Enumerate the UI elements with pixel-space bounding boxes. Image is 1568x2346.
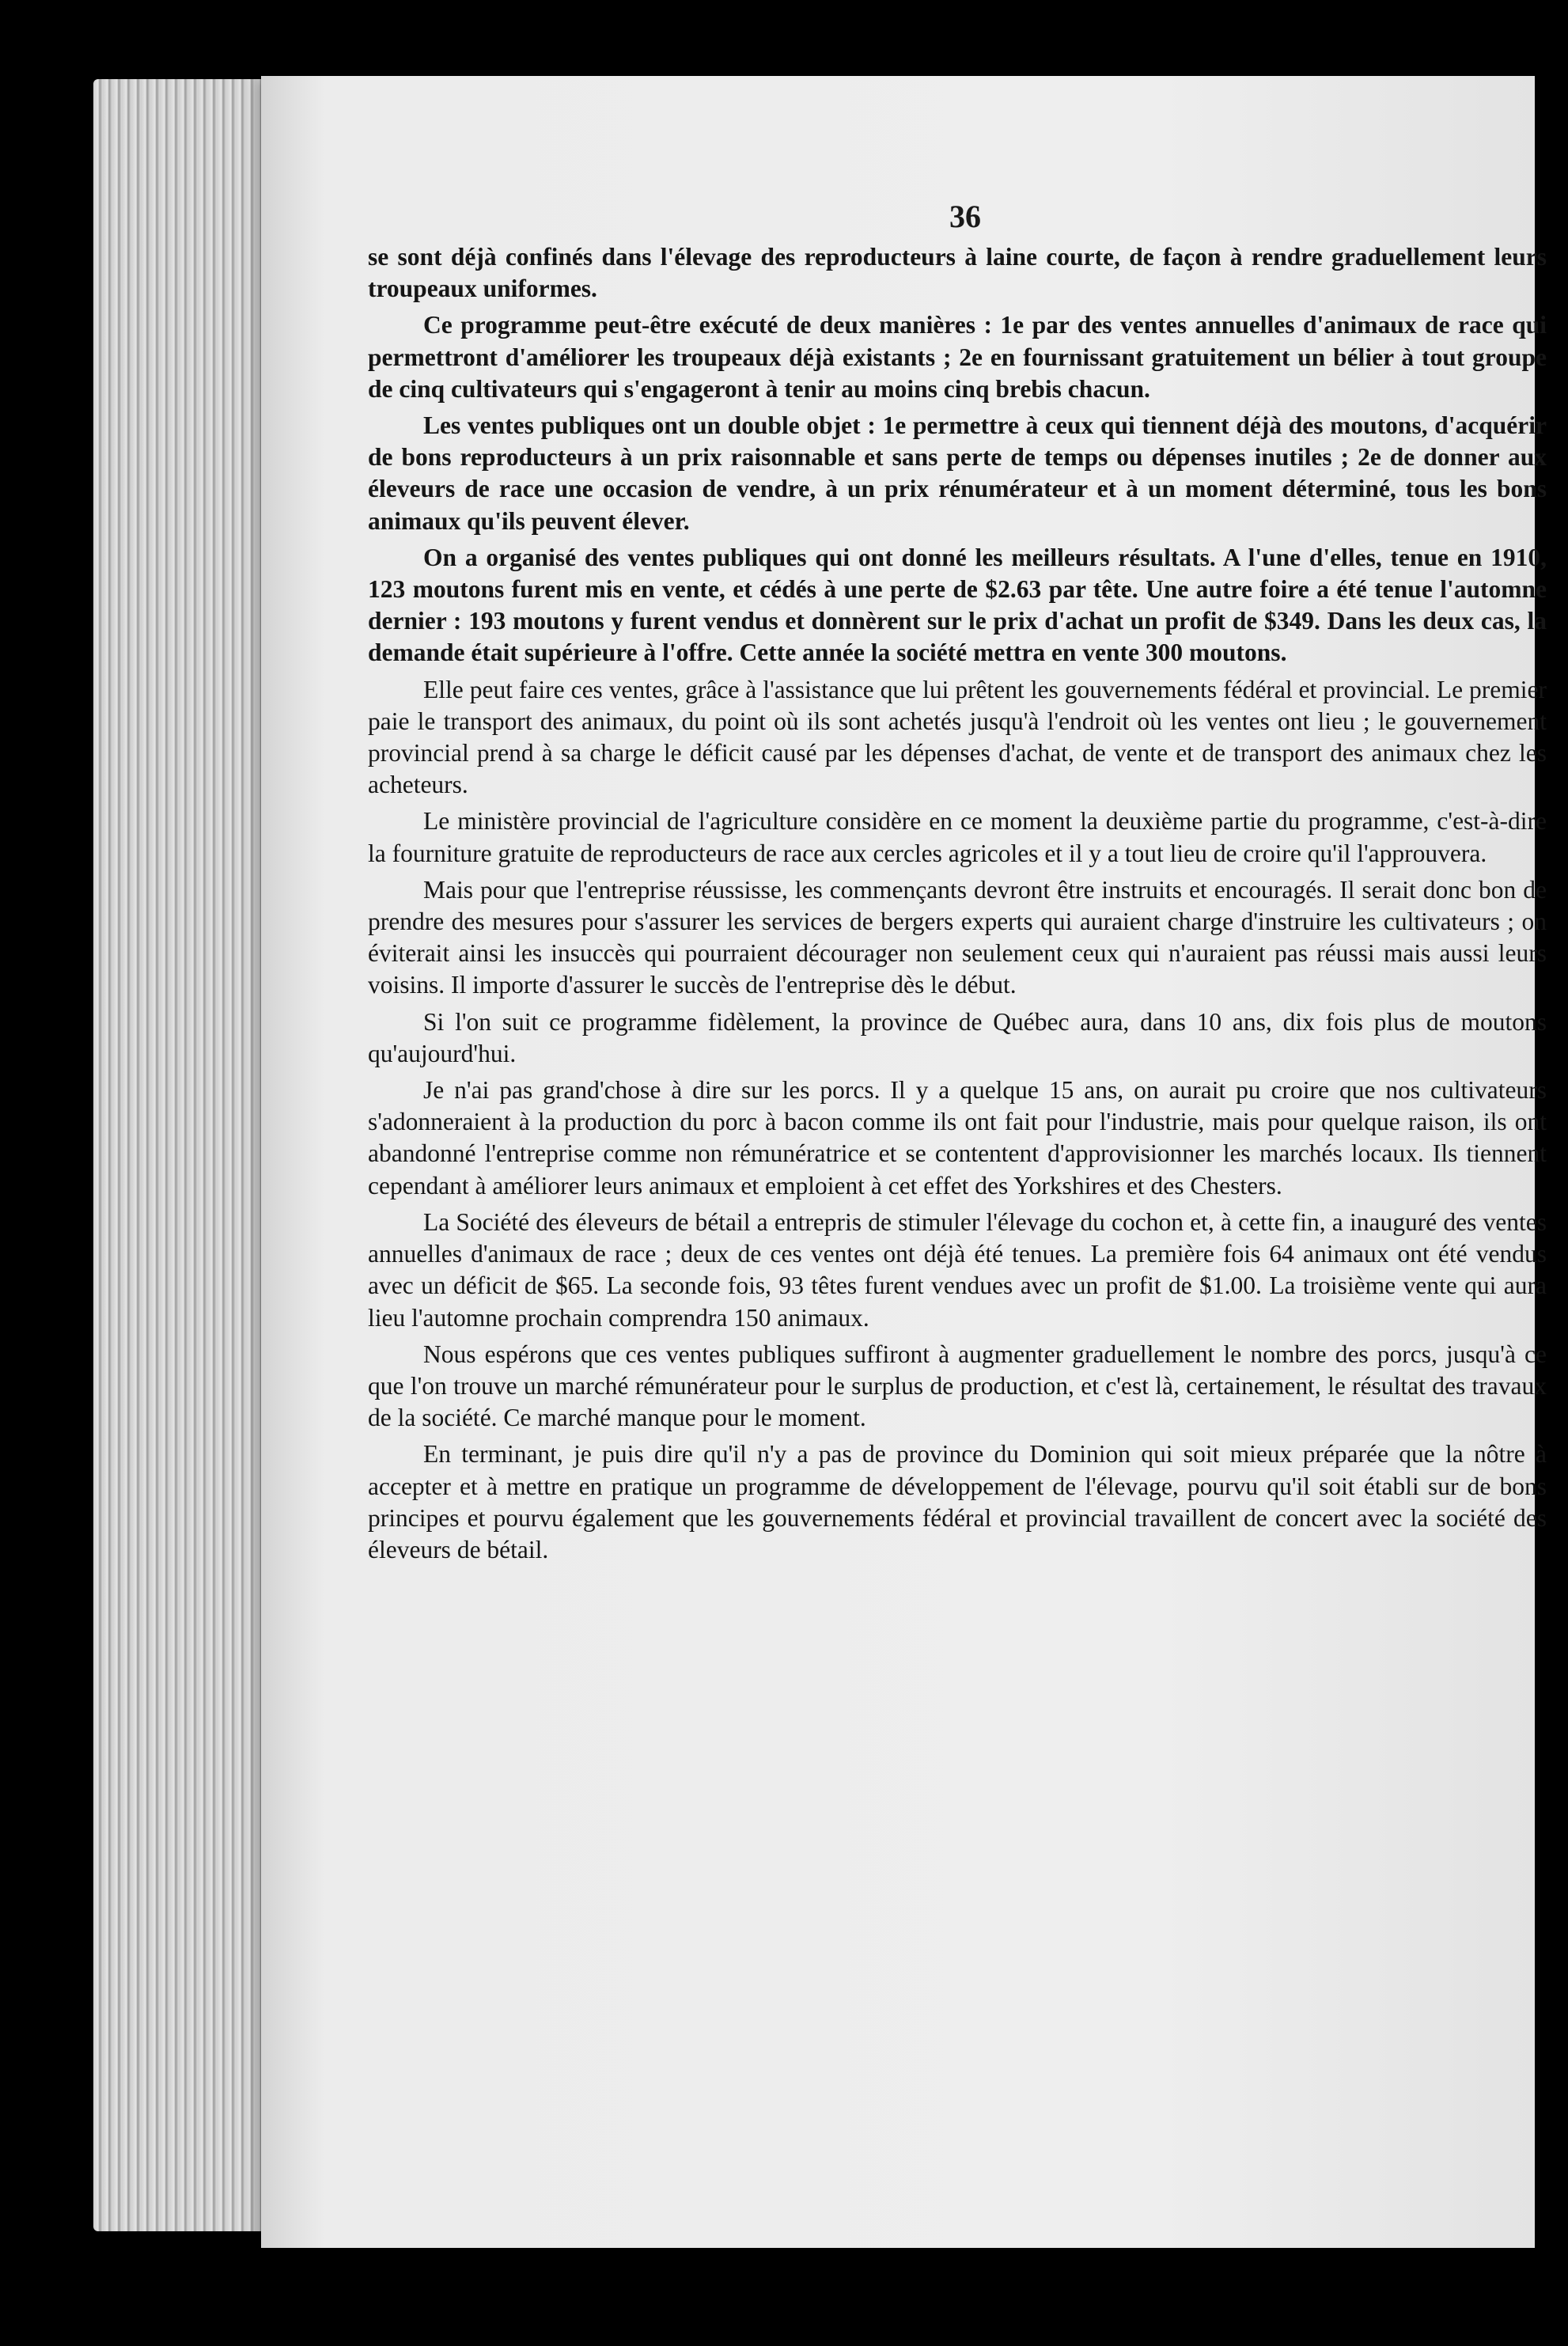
- paragraph-1: se sont déjà confinés dans l'élevage des reproducteurs à laine courte, de façon à rendre graduellement leurs troupeaux uniformes.: [368, 243, 1547, 303]
- paragraph-6: Le ministère provincial de l'agriculture considère en ce moment la deuxième partie du programme, c'est-à-dire la fourniture gratuite de reproducteurs de race aux cercles agricoles et il y a tout lieu de croire qu'il l'approuvera.: [368, 807, 1547, 867]
- paragraph-9: Je n'ai pas grand'chose à dire sur les porcs. Il y a quelque 15 ans, on aurait pu croire que nos cultivateurs s'adonneraient à la production du porc à bacon comme ils ont fait pour l'industrie, mais pour quelque raison, ils ont abandonné l'entreprise comme non rémunératrice et se contentent d'approvisionner les marchés locaux. Ils tiennent cependant à améliorer leurs animaux et emploient à cet effet des Yorkshires et des Chesters.: [368, 1076, 1547, 1200]
- paragraph-4: On a organisé des ventes publiques qui ont donné les meilleurs résultats. A l'une d'elles, tenue en 1910, 123 moutons furent mis en vente, et cédés à une perte de $2.63 par tête. Une autre foire a été tenue l'automne dernier : 193 moutons y furent vendus et donnèrent sur le prix d'achat un profit de $349. Dans les deux cas, la demande était supérieure à l'offre. Cette année la société mettra en vente 300 moutons.: [368, 543, 1547, 667]
- paragraph-5: Elle peut faire ces ventes, grâce à l'assistance que lui prêtent les gouvernements fédéral et provincial. Le premier paie le transport des animaux, du point où ils sont achetés jusqu'à l'endroit où les ventes ont lieu ; le gouvernement provincial prend à sa charge le déficit causé par les dépenses d'achat, de vente et de transport des animaux chez les acheteurs.: [368, 675, 1547, 799]
- paragraph-2: Ce programme peut-être exécuté de deux manières : 1e par des ventes annuelles d'animaux de race qui permettront d'améliorer les troupeaux déjà existants ; 2e en fournissant gratuitement un bélier à tout groupe de cinq cultivateurs qui s'engageront à tenir au moins cinq brebis chacun.: [368, 311, 1547, 403]
- paragraph-10: La Société des éleveurs de bétail a entrepris de stimuler l'élevage du cochon et, à cette fin, a inauguré des ventes annuelles d'animaux de race ; deux de ces ventes ont déjà été tenues. La première fois 64 animaux ont été vendus avec un déficit de $65. La seconde fois, 93 têtes furent vendues avec un profit de $1.00. La troisième vente qui aura lieu l'automne prochain comprendra 150 animaux.: [368, 1207, 1547, 1332]
- book-page-edges: [93, 79, 283, 2231]
- page-number: 36: [949, 199, 981, 234]
- paragraph-8: Si l'on suit ce programme fidèlement, la province de Québec aura, dans 10 ans, dix fois plus de moutons qu'aujourd'hui.: [368, 1007, 1547, 1067]
- paragraph-3: Les ventes publiques ont un double objet : 1e permettre à ceux qui tiennent déjà des moutons, d'acquérir de bons reproducteurs à un prix raisonnable et sans perte de temps ou dépenses inutiles ; 2e de donner aux éleveurs de race une occasion de vendre, à un prix rénumérateur et à un moment déterminé, tous les bons animaux qu'ils peuvent élever.: [368, 411, 1547, 535]
- paragraph-7: Mais pour que l'entreprise réussisse, les commençants devront être instruits et encouragés. Il serait donc bon de prendre des mesures pour s'assurer les services de bergers experts qui auraient charge d'instruire les cultivateurs ; on éviterait ainsi les insuccès qui pourraient décourager non seulement ceux qui n'auraient pas réussi mais aussi leurs voisins. Il importe d'assurer le succès de l'entreprise dès le début.: [368, 875, 1547, 999]
- paragraph-12: En terminant, je puis dire qu'il n'y a pas de province du Dominion qui soit mieux préparée que la nôtre à accepter et à mettre en pratique un programme de développement de l'élevage, pourvu qu'il soit établi sur de bons principes et pourvu également que les gouvernements fédéral et provincial travaillent de concert avec la société des éleveurs de bétail.: [368, 1440, 1547, 1563]
- body-text: [368, 241, 1547, 1571]
- paragraph-11: Nous espérons que ces ventes publiques suffiront à augmenter graduellement le nombre des porcs, jusqu'à ce que l'on trouve un marché rémunérateur pour le surplus de production, et c'est là, certainement, le résultat des travaux de la société. Ce marché manque pour le moment.: [368, 1340, 1547, 1432]
